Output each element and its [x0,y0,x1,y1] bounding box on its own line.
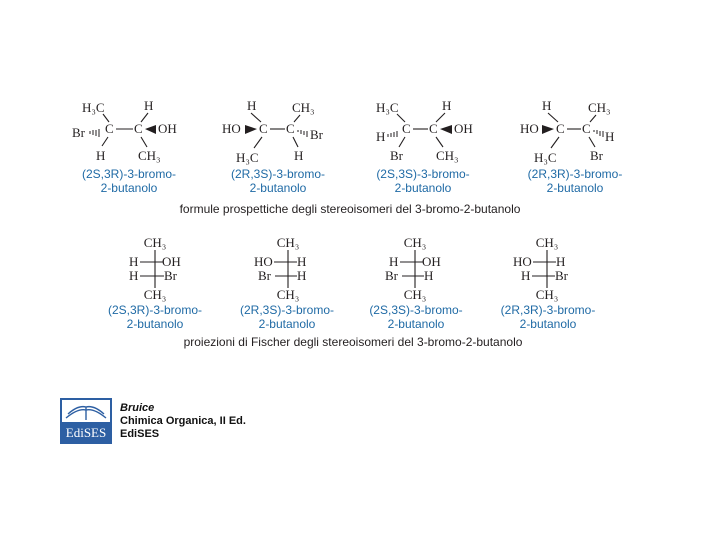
fischer-right: OH [162,254,181,269]
atom-label: H [376,129,386,144]
atom-label: OH [454,121,473,136]
fischer-left: HO [254,254,273,269]
atom-label: CH₃ [588,100,611,115]
publisher-name: EdiSES [120,428,160,440]
perspective-molecule-2S3R [72,98,177,163]
caption-line-2: 2-butanolo [258,317,316,331]
fischer-right: H [424,268,434,283]
atom-label: H [247,98,257,113]
atom-label: CH₃ [138,148,161,163]
publisher-block [60,398,320,446]
perspective-molecule-2S3S [376,98,473,163]
fischer-captions [108,303,595,331]
atom-label: H [144,98,154,113]
caption-line-1: (2S,3S)-3-bromo- [376,167,470,181]
fischer-left: H [129,268,139,283]
fischer-bottom: CH₃ [276,287,300,302]
caption-line-2: 2-butanolo [519,317,577,331]
atom-label: H [96,148,106,163]
fischer-top: CH₃ [143,235,167,250]
perspective-molecule-2R3R [520,98,614,165]
fischer-left: HO [513,254,532,269]
caption-line-1: (2R,3R)-3-bromo- [500,303,596,317]
fischer-right: H [297,254,307,269]
fischer-title: proiezioni di Fischer degli stereoisomeri del 3-bromo-2-butanolo [183,335,523,349]
fischer-top: CH₃ [535,235,559,250]
caption-line-2: 2-butanolo [100,181,158,195]
fischer-molecule-2R3S [254,235,306,302]
solid-wedge [245,125,257,134]
fischer-bottom: CH₃ [143,287,167,302]
atom-label: C [582,121,591,136]
fischer-bottom: CH₃ [535,287,559,302]
fischer-molecule-2S3R [129,235,181,302]
atom-label: Br [72,125,85,140]
solid-wedge [542,125,554,134]
fischer-top: CH₃ [276,235,300,250]
caption-line-1: (2R,3S)-3-bromo- [230,167,326,181]
atom-label: C [286,121,295,136]
edises-logo [60,398,112,444]
fischer-left: Br [258,268,271,283]
fischer-right: Br [555,268,568,283]
caption-line-1: (2S,3R)-3-bromo- [81,167,177,181]
atom-label: HO [222,121,241,136]
fischer-right: Br [164,268,177,283]
author: Bruice [120,402,155,414]
perspective-captions [82,167,622,195]
atom-label: H₃C [82,100,105,115]
hashed-wedge [90,129,99,137]
hashed-wedge [594,130,603,137]
perspective-title: formule prospettiche degli stereoisomeri del 3-bromo-2-butanolo [179,202,521,216]
atom-label: Br [310,127,323,142]
fischer-molecule-2S3S [385,235,441,302]
caption-line-1: (2R,3S)-3-bromo- [239,303,335,317]
atom-label: Br [390,148,403,163]
atom-label: H [442,98,452,113]
atom-label: CH₃ [436,148,459,163]
solid-wedge [145,125,156,134]
fischer-top: CH₃ [403,235,427,250]
atom-label: H₃C [236,150,259,165]
atom-label: OH [158,121,177,136]
fischer-right: H [297,268,307,283]
atom-label: Br [590,148,603,163]
caption-line-2: 2-butanolo [394,181,452,195]
atom-label: C [556,121,565,136]
atom-label: H₃C [376,100,399,115]
atom-label: C [134,121,143,136]
fischer-right: H [556,254,566,269]
hashed-wedge [298,130,307,137]
fischer-left: H [389,254,399,269]
atom-label: H [542,98,552,113]
book-title: Chimica Organica, II Ed. [120,415,246,427]
atom-label: H₃C [534,150,557,165]
atom-label: CH₃ [292,100,315,115]
caption-line-1: (2S,3S)-3-bromo- [369,303,463,317]
fischer-right: OH [422,254,441,269]
caption-line-2: 2-butanolo [387,317,445,331]
fischer-left: H [129,254,139,269]
atom-label: H [605,129,615,144]
atom-label: C [259,121,268,136]
hashed-wedge [388,131,397,137]
caption-line-1: (2R,3R)-3-bromo- [527,167,623,181]
logo-text: EdiSES [65,425,107,440]
caption-line-2: 2-butanolo [546,181,604,195]
fischer-molecule-2R3R [513,235,569,302]
perspective-molecule-2R3S [222,98,324,165]
fischer-left: Br [385,268,398,283]
solid-wedge [440,125,452,134]
atom-label: HO [520,121,539,136]
fischer-left: H [521,268,531,283]
caption-line-1: (2S,3R)-3-bromo- [107,303,203,317]
caption-line-2: 2-butanolo [126,317,184,331]
atom-label: C [429,121,438,136]
atom-label: C [402,121,411,136]
atom-label: C [105,121,114,136]
caption-line-2: 2-butanolo [249,181,307,195]
publisher-text [120,402,246,441]
atom-label: H [294,148,304,163]
fischer-bottom: CH₃ [403,287,427,302]
